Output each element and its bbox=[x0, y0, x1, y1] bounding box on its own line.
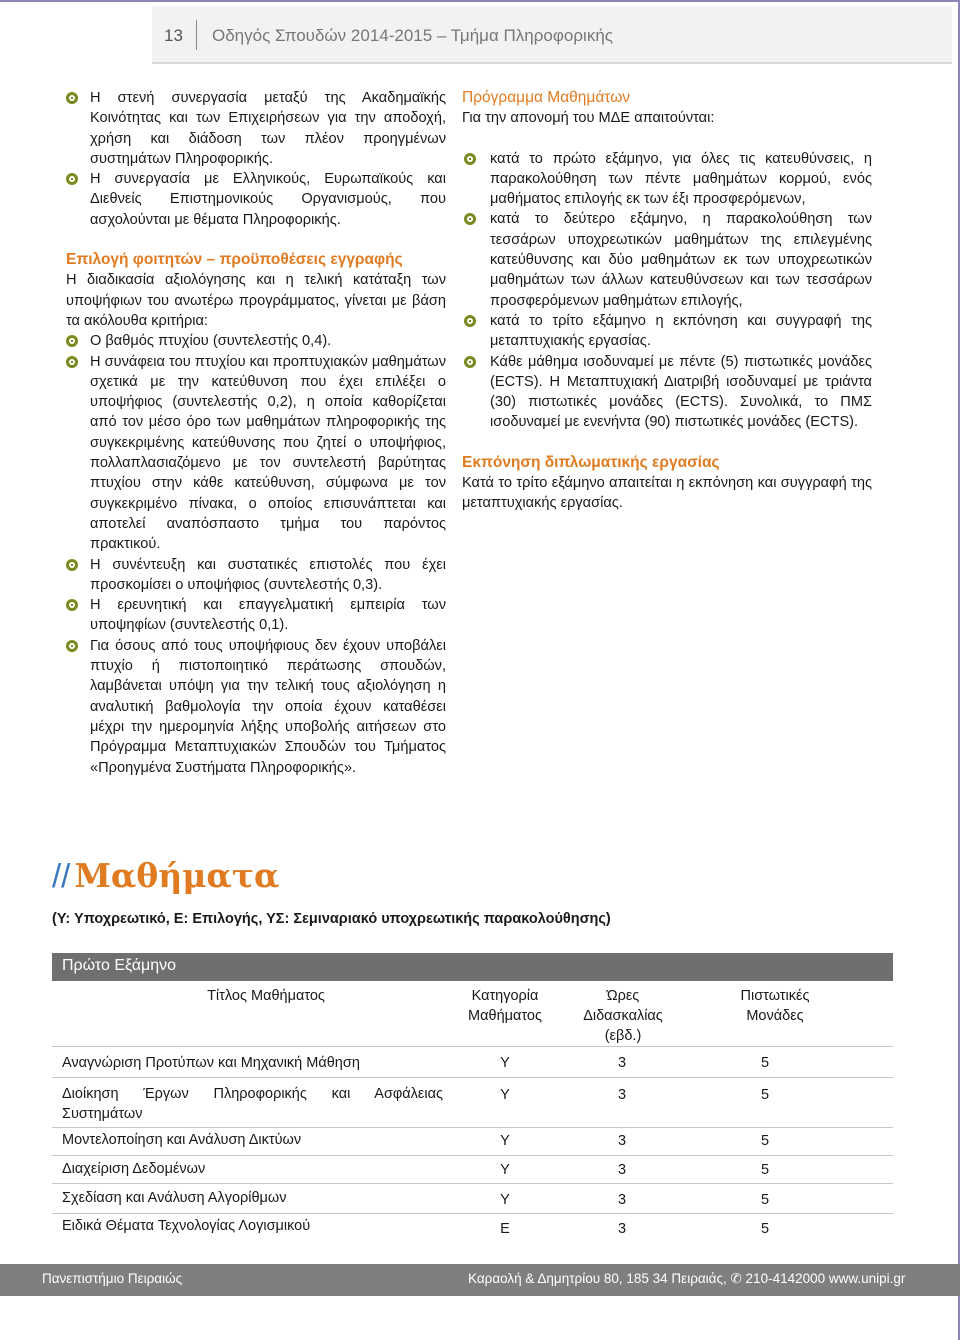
bullet-icon bbox=[464, 153, 476, 165]
course-hours: 3 bbox=[617, 1162, 627, 1178]
col-header-title: Τίτλος Μαθήματος bbox=[207, 988, 325, 1004]
thesis-text: Κατά το τρίτο εξάμηνο απαιτείται η εκπόνηση και συγγραφή της μεταπτυχιακής εργασίας. bbox=[462, 475, 872, 512]
bullet-icon bbox=[464, 213, 476, 225]
bullet-icon bbox=[464, 315, 476, 327]
table-divider bbox=[52, 1046, 893, 1047]
list-item: Για όσους από τους υποψήφιους δεν έχουν υποβάλει πτυχίο ή πιστοποιητικό περάτωσης σπουδών, λαμβάνεται υπόψη για την τελική τους αξιολόγηση η αναλυτική βαθμολογία την οποία έχουν καταθέσει μέχρι την ημερομηνία λήξης υποβολής αιτήσεων στο Πρόγραμμα Μεταπτυχιακών Σπουδών του Τμήματος «Προηγμένα Συστήματα Πληροφορικής». bbox=[66, 636, 446, 778]
course-hours: 3 bbox=[617, 1087, 627, 1103]
course-name: Διοίκηση Έργων Πληροφορικής και Ασφάλειας Συστημάτων bbox=[62, 1086, 443, 1122]
course-category: Υ bbox=[500, 1162, 510, 1178]
list-item: Η συνέντευξη και συστατικές επιστολές που έχει προσκομίσει ο υποψήφιος (συντελεστής 0,3). bbox=[66, 555, 446, 596]
course-hours: 3 bbox=[617, 1192, 627, 1208]
course-name: Διαχείριση Δεδομένων bbox=[62, 1161, 206, 1177]
list-item: κατά το δεύτερο εξάμηνο, η παρακολούθηση των τεσσάρων υποχρεωτικών μαθημάτων της επιλεγμένης κατεύθυνσης και δύο μαθημάτων εκ των υποχρεωτικών μαθημάτων των άλλων κατευθύνσεων και των τεσσάρων προσφερόμενων μαθημάτων επιλογής, bbox=[462, 209, 872, 310]
footer-contact: Καραολή & Δημητρίου 80, 185 34 Πειραιάς, ✆ 210-4142000 www.unipi.gr bbox=[468, 1271, 906, 1286]
page-number: 13 bbox=[164, 26, 183, 45]
courses-heading bbox=[52, 856, 279, 895]
list-item: Η ερευνητική και επαγγελματική εμπειρία των υποψηφίων (συντελεστής 0,1). bbox=[66, 595, 446, 636]
course-ects: 5 bbox=[760, 1055, 770, 1071]
section-title-thesis: Εκπόνηση διπλωματικής εργασίας bbox=[462, 453, 720, 471]
course-category: Υ bbox=[500, 1087, 510, 1103]
list-item: Η στενή συνεργασία μεταξύ της Ακαδημαϊκής Κοινότητας και των Επιχειρήσεων για την αποδοχή, χρήση και διάδοση των πλέον προηγμένων συστημάτων Πληροφορικής. bbox=[66, 88, 446, 169]
table-divider bbox=[52, 1213, 893, 1214]
courses-title: Μαθήματα bbox=[74, 856, 280, 895]
footer-university: Πανεπιστήμιο Πειραιώς bbox=[42, 1271, 183, 1286]
right-column bbox=[462, 88, 872, 514]
course-name: Μοντελοποίηση και Ανάλυση Δικτύων bbox=[62, 1132, 302, 1148]
list-item: κατά το τρίτο εξάμηνο η εκπόνηση και συγγραφή της μεταπτυχιακής εργασίας. bbox=[462, 311, 872, 352]
list-item: Κάθε μάθημα ισοδυναμεί με πέντε (5) πιστωτικές μονάδες (ECTS). Η Μεταπτυχιακή Διατριβή ισοδυναμεί με τριάντα (30) πιστωτικές μονάδες (ECTS). Συνολικά, το ΠΜΣ ισοδυναμεί με ενενήντα (90) πιστωτικές μονάδες (ECTS). bbox=[462, 352, 872, 433]
bullet-icon bbox=[66, 335, 78, 347]
course-category: Υ bbox=[500, 1133, 510, 1149]
col-header-ects: Πιστωτικές Μονάδες bbox=[740, 988, 810, 1024]
list-item: Ο βαθμός πτυχίου (συντελεστής 0,4). bbox=[66, 331, 446, 351]
course-ects: 5 bbox=[760, 1221, 770, 1237]
course-ects: 5 bbox=[760, 1133, 770, 1149]
course-name: Σχεδίαση και Ανάλυση Αλγορίθμων bbox=[62, 1190, 287, 1206]
table-divider bbox=[52, 1077, 893, 1078]
col-header-hours: Ώρες Διδασκαλίας (εβδ.) bbox=[583, 988, 663, 1044]
bullet-icon bbox=[66, 599, 78, 611]
category-legend: (Υ: Υποχρεωτικό, Ε: Επιλογής, ΥΣ: Σεμιναριακό υποχρεωτικής παρακολούθησης) bbox=[52, 911, 611, 927]
table-divider bbox=[52, 1155, 893, 1156]
bullet-icon bbox=[66, 92, 78, 104]
left-column bbox=[66, 88, 446, 778]
table-divider bbox=[52, 1183, 893, 1184]
course-ects: 5 bbox=[760, 1087, 770, 1103]
list-item: Η συνεργασία με Ελληνικούς, Ευρωπαϊκούς και Διεθνείς Επιστημονικούς Οργανισμούς, που ασχολούνται με θέματα Πληροφορικής. bbox=[66, 169, 446, 230]
course-category: Υ bbox=[500, 1055, 510, 1071]
bullet-icon bbox=[66, 640, 78, 652]
course-ects: 5 bbox=[760, 1192, 770, 1208]
course-name: Ειδικά Θέματα Τεχνολογίας Λογισμικού bbox=[62, 1218, 311, 1234]
bullet-icon bbox=[66, 559, 78, 571]
bullet-icon bbox=[66, 173, 78, 185]
course-name: Αναγνώριση Προτύπων και Μηχανική Μάθηση bbox=[62, 1055, 360, 1071]
bullet-icon bbox=[66, 356, 78, 368]
course-category: Υ bbox=[500, 1192, 510, 1208]
section-title-program: Πρόγραμμα Μαθημάτων bbox=[462, 89, 631, 106]
course-hours: 3 bbox=[617, 1133, 627, 1149]
header-title: Οδηγός Σπουδών 2014-2015 – Τμήμα Πληροφορικής bbox=[212, 26, 613, 45]
page-footer bbox=[0, 1264, 960, 1296]
semester-label: Πρώτο Εξάμηνο bbox=[62, 957, 177, 974]
list-item: κατά το πρώτο εξάμηνο, για όλες τις κατευθύνσεις, η παρακολούθηση των πέντε μαθημάτων κορμού, ενός μαθήματος επιλογής εκ των έξι προσφερόμενων, bbox=[462, 149, 872, 210]
bullet-icon bbox=[464, 356, 476, 368]
course-hours: 3 bbox=[617, 1055, 627, 1071]
course-hours: 3 bbox=[617, 1221, 627, 1237]
course-ects: 5 bbox=[760, 1162, 770, 1178]
table-divider bbox=[52, 1127, 893, 1128]
section-title-selection: Επιλογή φοιτητών – προϋποθέσεις εγγραφής bbox=[66, 251, 403, 269]
header-divider bbox=[196, 20, 197, 50]
selection-intro: Η διαδικασία αξιολόγησης και η τελική κατάταξη των υποψήφιων του ανωτέρω προγράμματος, γίνεται με βάση τα ακόλουθα κριτήρια: bbox=[66, 272, 446, 329]
course-category: Ε bbox=[500, 1221, 510, 1237]
program-intro: Για την απονομή του ΜΔΕ απαιτούνται: bbox=[462, 110, 715, 127]
col-header-category: Κατηγορία Μαθήματος bbox=[468, 988, 542, 1024]
list-item: Η συνάφεια του πτυχίου και προπτυχιακών μαθημάτων σχετικά με την κατεύθυνση που έχει επιλέξει ο υποψήφιος (συντελεστής 0,2), η οποία καθορίζεται από τον μέσο όρο των μαθημάτων πληροφορικής της συγκεκριμένης κατεύθυνσης που ζητεί ο υποψήφιος, πολλαπλασιαζόμενο με τον συντελεστή βαρύτητας πτυχίου στην κάθε κατεύθυνση, σύμφωνα με τον συγκεκριμένο πίνακα, ο οποίος επισυνάπτεται και αποτελεί αναπόσπαστο τμήμα του παρόντος πρακτικού. bbox=[66, 352, 446, 555]
slashes-decoration: // bbox=[52, 857, 71, 894]
semester-bar bbox=[52, 953, 893, 981]
